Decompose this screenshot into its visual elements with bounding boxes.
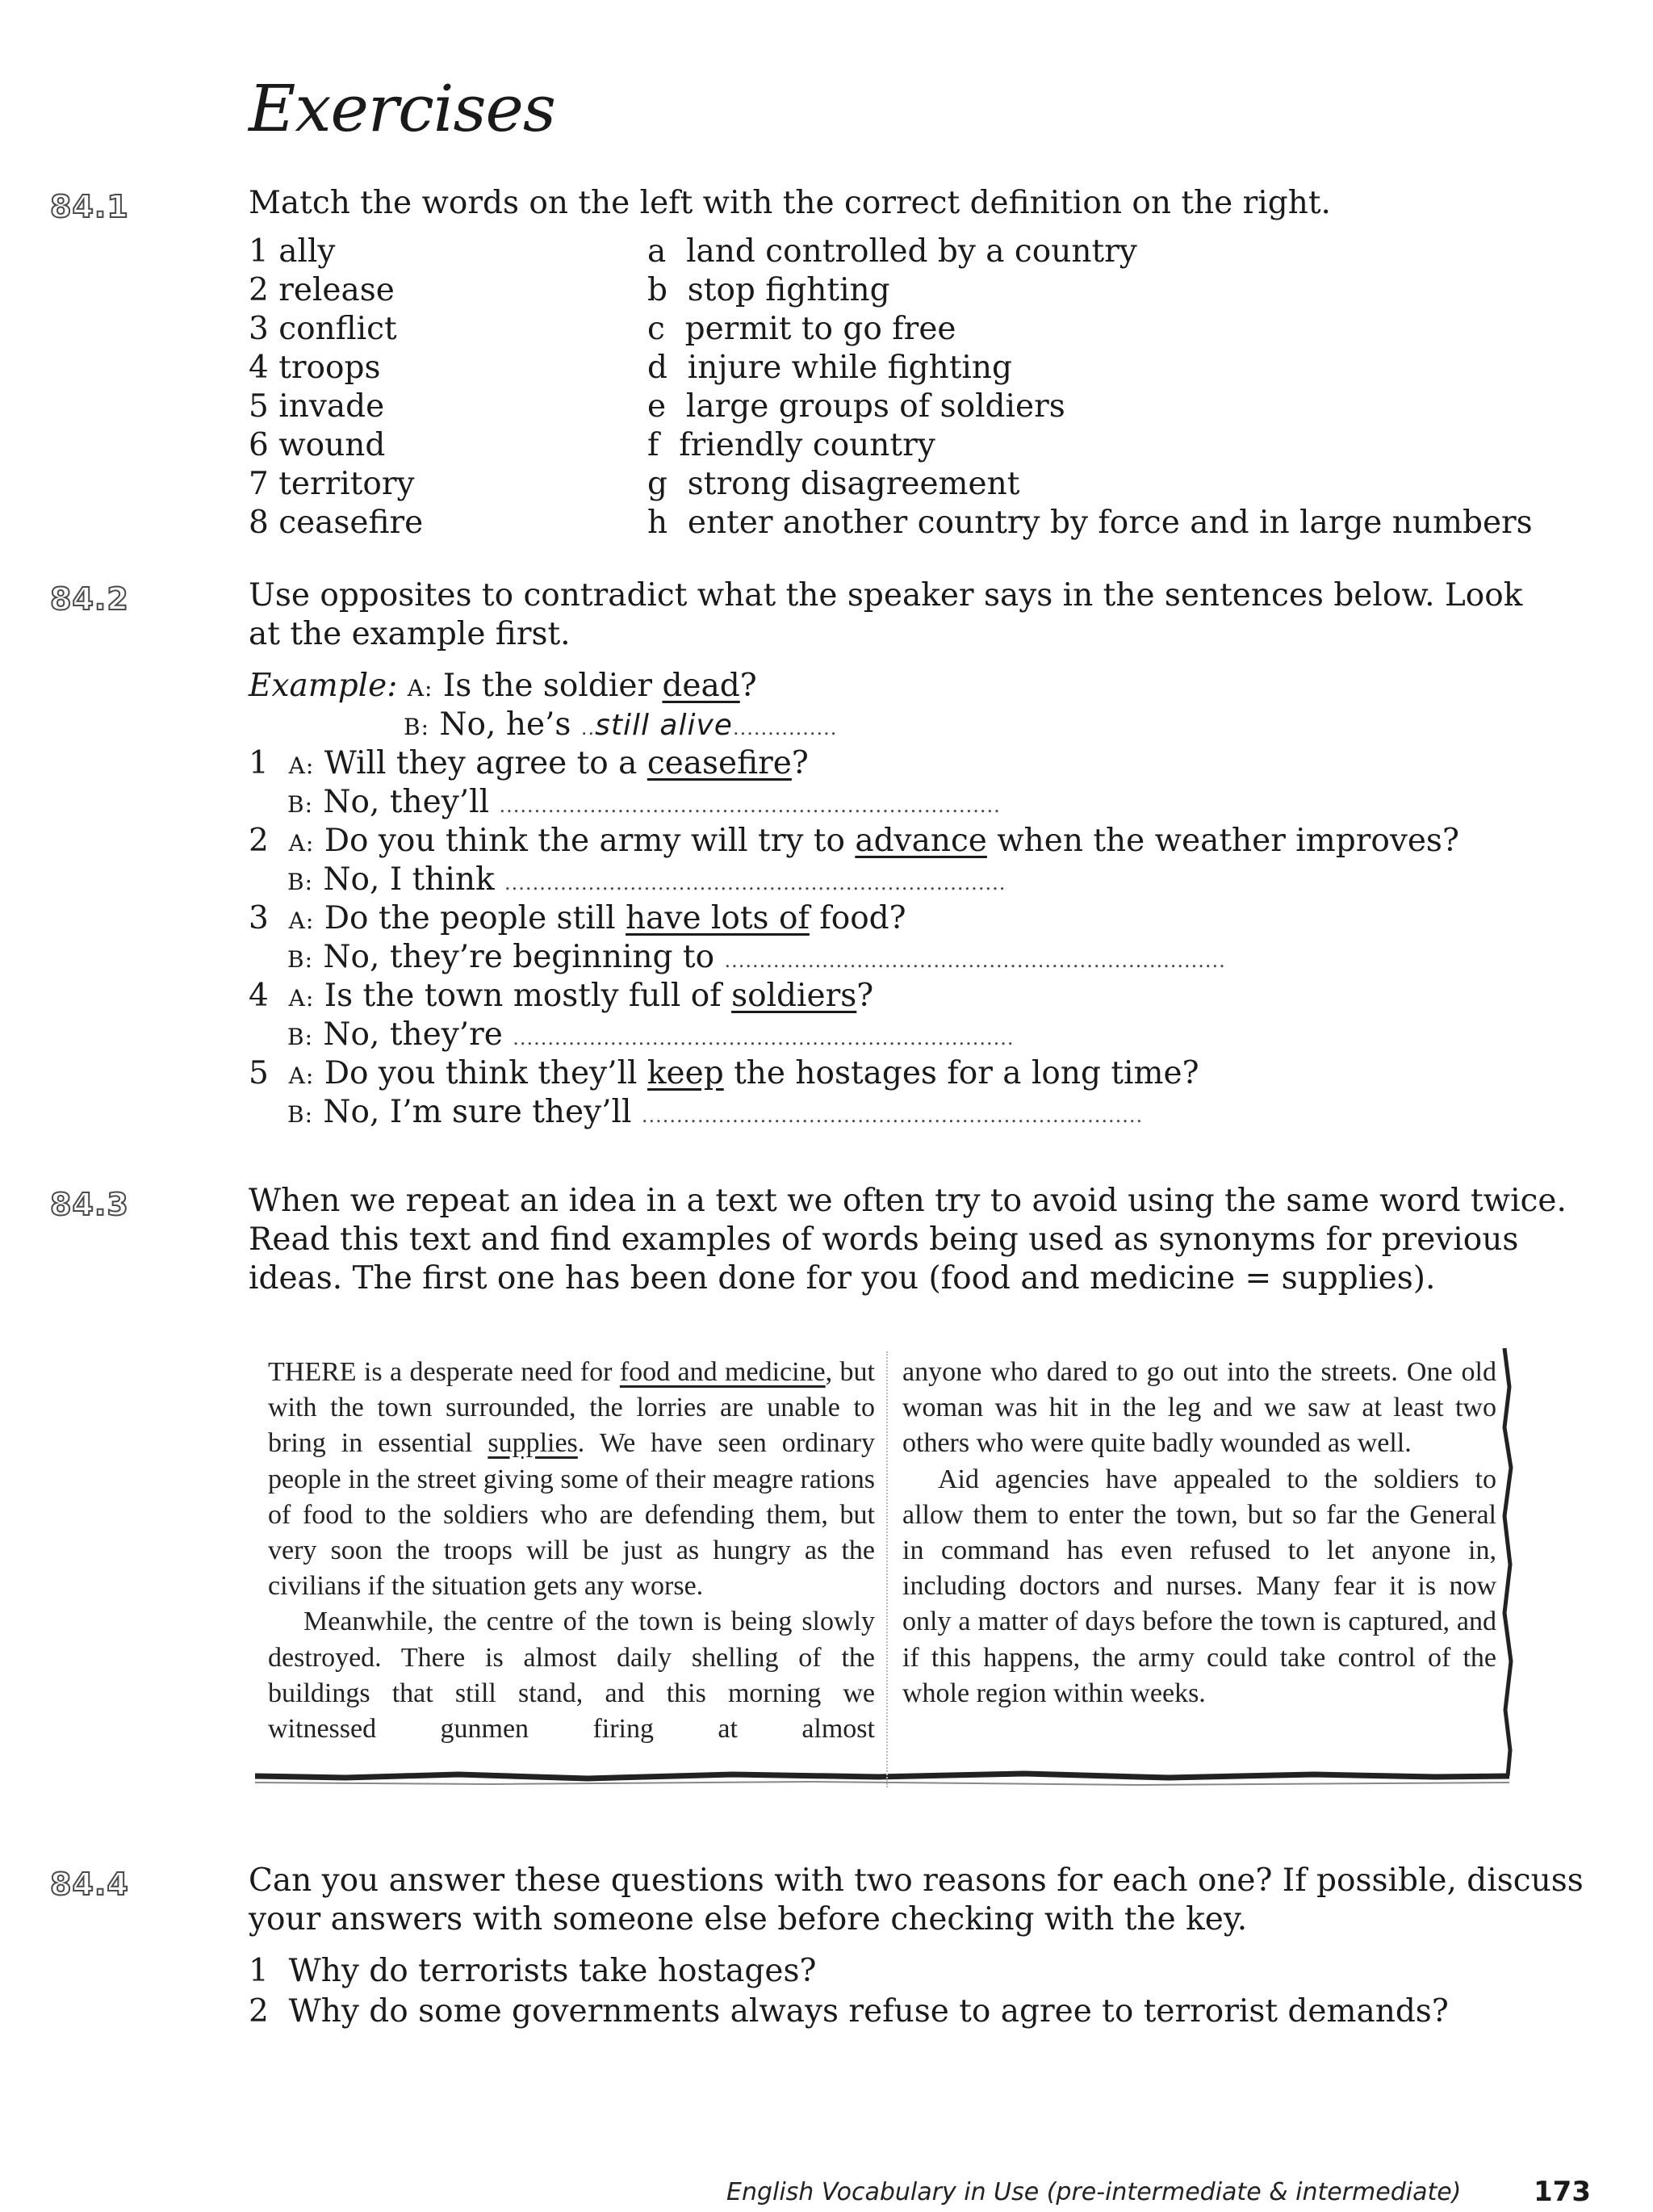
article-paragraph: Meanwhile, the centre of the town is being slowly destroyed. There is almost daily shelling of the buildings that still stand, and this morning we witnessed gunmen firing at almost bbox=[268, 1607, 875, 1745]
list-item: 2 A: Do you think the army will try to advance when the weather improves? bbox=[249, 823, 1459, 859]
list-item: g strong disagreement bbox=[647, 466, 1020, 502]
list-item: f friendly country bbox=[647, 427, 935, 463]
list-item: 2 Why do some governments always refuse to agree to terrorist demands? bbox=[249, 1993, 1449, 2030]
list-item: 1 Why do terrorists take hostages? bbox=[249, 1953, 817, 1989]
list-item: c permit to go free bbox=[647, 311, 956, 347]
list-item: b stop fighting bbox=[647, 272, 890, 308]
list-item: 3 A: Do the people still have lots of food? bbox=[249, 900, 906, 936]
list-item: e large groups of soldiers bbox=[647, 388, 1065, 425]
exercise-number-84-1: 84.1 bbox=[50, 189, 129, 224]
example-answer: B: No, he’s ..still alive............... bbox=[404, 706, 838, 743]
list-item: 4 A: Is the town mostly full of soldiers? bbox=[249, 978, 874, 1014]
list-item: 5 A: Do you think they’ll keep the hostages for a long time? bbox=[249, 1055, 1199, 1091]
exercise-number-84-2: 84.2 bbox=[50, 581, 129, 617]
page-title: Exercises bbox=[249, 71, 555, 146]
article-paragraph: anyone who dared to go out into the streets. One old woman was hit in the leg and we saw at least two others who were quite badly wounded as well. bbox=[902, 1357, 1496, 1459]
list-item: a land controlled by a country bbox=[647, 233, 1137, 270]
exercise-instruction: Can you answer these questions with two reasons for each one? If possible, discuss your answers with someone else before checking with the key. bbox=[249, 1862, 1584, 1938]
answer-line: B: No, I’m sure they’ll ........................................................................ bbox=[287, 1094, 1144, 1130]
article-paragraph: THERE is a desperate need for food and medicine, but with the town surrounded, the lorries are unable to bring in essential supplies. We have seen ordinary people in the street giving some of their meagre rations of food to the soldiers who are defending them, but very soon the troops will be just as hungry as the civilians if the situation gets any worse. bbox=[268, 1357, 875, 1602]
column-divider bbox=[886, 1351, 888, 1787]
answer-line: B: No, they’ll ........................................................................ bbox=[287, 784, 1001, 820]
list-item: 8 ceasefire bbox=[249, 505, 424, 541]
exercise-instruction: When we repeat an idea in a text we often try to avoid using the same word twice. Read this text and find examples of words being used as synonyms for previous ideas. The first one has been done for you (food and medicine = supplies). bbox=[249, 1183, 1567, 1297]
newspaper-article bbox=[249, 1330, 1532, 1792]
list-item: 6 wound bbox=[249, 427, 386, 463]
list-item: 1 A: Will they agree to a ceasefire? bbox=[249, 745, 809, 781]
article-paragraph: Aid agencies have appealed to the soldiers to allow them to enter the town, but so far the General in command has even refused to let anyone in, including doctors and nurses. Many fear it is now only a matter of days before the town is captured, and if this happens, the army could take control of the whole region within weeks. bbox=[902, 1464, 1496, 1708]
list-item: d injure while fighting bbox=[647, 350, 1012, 386]
exercise-instruction: Match the words on the left with the correct definition on the right. bbox=[249, 185, 1331, 221]
list-item: 3 conflict bbox=[249, 311, 397, 347]
list-item: 1 ally bbox=[249, 233, 336, 270]
article-column-right bbox=[902, 1355, 1496, 1711]
book-title: English Vocabulary in Use (pre-intermediate & intermediate) bbox=[726, 2178, 1462, 2206]
list-item: 7 territory bbox=[249, 466, 415, 502]
answer-line: B: No, they’re beginning to ........................................................................ bbox=[287, 939, 1226, 975]
list-item: 5 invade bbox=[249, 388, 385, 425]
list-item: h enter another country by force and in large numbers bbox=[647, 505, 1533, 541]
exercise-number-84-4: 84.4 bbox=[50, 1866, 129, 1902]
list-item: 4 troops bbox=[249, 350, 381, 386]
example-question: Example: A: Is the soldier dead? bbox=[249, 668, 757, 704]
handwritten-answer: still alive bbox=[595, 709, 733, 742]
exercise-instruction: Use opposites to contradict what the speaker says in the sentences below. Look at the example first. bbox=[249, 577, 1523, 652]
page-number: 173 bbox=[1534, 2176, 1591, 2208]
answer-line: B: No, I think ........................................................................ bbox=[287, 861, 1006, 898]
answer-line: B: No, they’re ........................................................................ bbox=[287, 1016, 1015, 1053]
article-column-left bbox=[268, 1355, 875, 1747]
list-item: 2 release bbox=[249, 272, 395, 308]
exercise-number-84-3: 84.3 bbox=[50, 1187, 129, 1222]
